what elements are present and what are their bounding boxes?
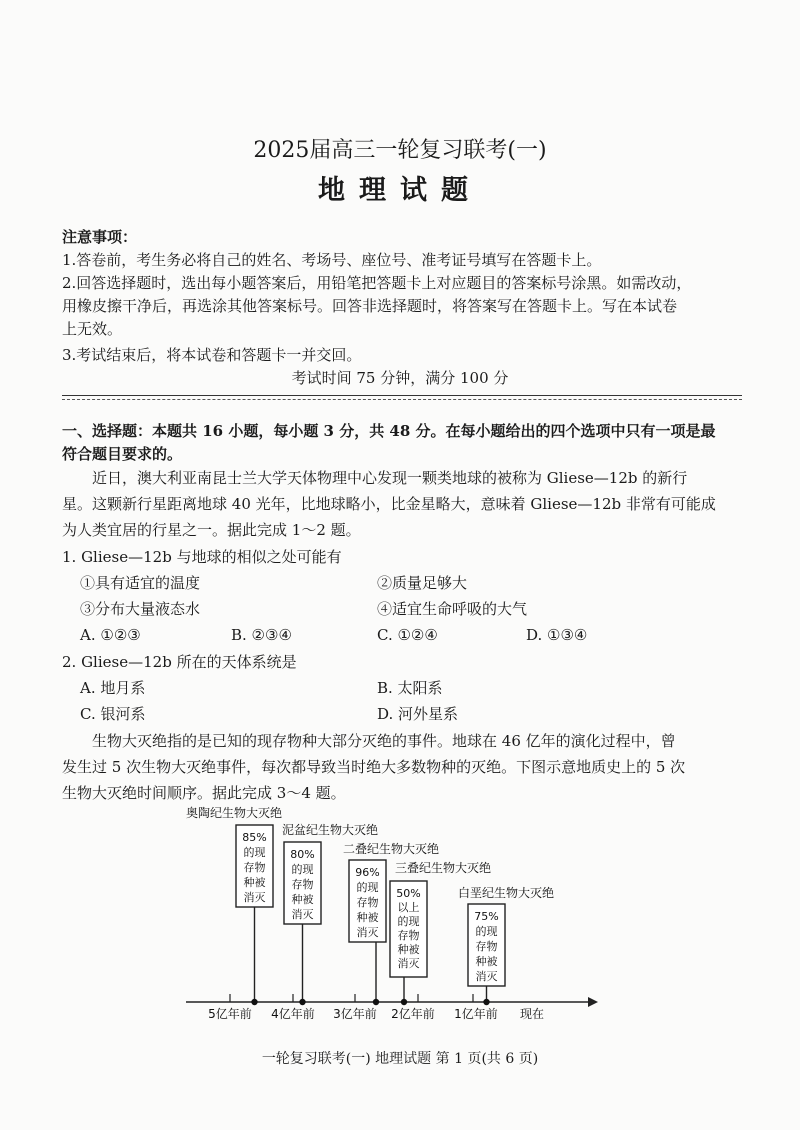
event-point: [251, 999, 257, 1005]
event-box-line: 的现: [397, 915, 420, 928]
event-box-line: 85%: [242, 831, 267, 844]
passage-line: 星。这颗新行星距离地球 40 光年，比地球略小，比金星略大，意味着 Gliese—12b 非常有可能成: [62, 495, 716, 513]
axis-label: 2亿年前: [391, 1007, 435, 1021]
notice-heading: 注意事项：: [62, 228, 138, 246]
event-box-line: 的现: [475, 925, 498, 938]
question-stem: 1. Gliese—12b 与地球的相似之处可能有: [62, 548, 342, 566]
event-name: 泥盆纪生物大灭绝: [282, 823, 379, 837]
event-box-line: 消灭: [397, 957, 420, 970]
notice-item: 3.考试结束后，将本试卷和答题卡一并交回。: [62, 346, 362, 364]
event-box-line: 消灭: [356, 926, 379, 939]
subject-title: 地理试题: [318, 175, 482, 206]
axis-label: 1亿年前: [454, 1007, 498, 1021]
notice-item: 用橡皮擦干净后，再选涂其他答案标号。回答非选择题时，将答案写在答题卡上。写在本试卷: [62, 297, 678, 315]
event-box-line: 消灭: [291, 908, 314, 921]
event-box-line: 96%: [355, 866, 380, 879]
answer-option: D. 河外星系: [377, 705, 459, 723]
notice-item: 2.回答选择题时，选出每小题答案后，用铅笔把答题卡上对应题目的答案标号涂黑。如需改动，: [62, 274, 692, 292]
answer-option: C. ①②④: [377, 626, 438, 644]
event-point: [299, 999, 305, 1005]
event-box-line: 存物: [475, 940, 498, 953]
exam-time: 考试时间 75 分钟，满分 100 分: [291, 369, 509, 387]
passage-line: 生物大灭绝时间顺序。据此完成 3～4 题。: [62, 784, 346, 802]
axis-label: 4亿年前: [271, 1007, 315, 1021]
event-box-line: 种被: [475, 955, 498, 968]
event-name: 二叠纪生物大灭绝: [343, 842, 440, 856]
passage-line: 生物大灭绝指的是已知的现存物种大部分灭绝的事件。地球在 46 亿年的演化过程中，曾: [92, 732, 676, 750]
event-box-line: 80%: [290, 848, 315, 861]
event-box-line: 存物: [291, 878, 314, 891]
event-box-line: 的现: [356, 881, 379, 894]
statement: ④适宜生命呼吸的大气: [377, 600, 528, 618]
section-heading: 符合题目要求的。: [62, 445, 183, 463]
answer-option: A. ①②③: [80, 626, 141, 644]
passage-line: 近日，澳大利亚南昆士兰大学天体物理中心发现一颗类地球的被称为 Gliese—12b 的新行: [92, 469, 688, 487]
section-heading: 一、选择题：本题共 16 小题，每小题 3 分，共 48 分。在每小题给出的四个选项中只有一项是最: [62, 422, 716, 440]
event-point: [373, 999, 379, 1005]
event-name: 奥陶纪生物大灭绝: [186, 806, 283, 820]
answer-option: B. 太阳系: [377, 679, 443, 697]
answer-option: C. 银河系: [80, 705, 146, 723]
passage-line: 为人类宜居的行星之一。据此完成 1～2 题。: [62, 521, 361, 539]
event-box-line: 存物: [243, 861, 266, 874]
axis-label: 5亿年前: [208, 1007, 252, 1021]
event-box-line: 75%: [474, 910, 499, 923]
event-box-line: 的现: [291, 863, 314, 876]
event-box-line: 种被: [397, 943, 420, 956]
event-box-line: 以上: [397, 901, 420, 914]
event-point: [401, 999, 407, 1005]
notice-item: 1.答卷前，考生务必将自己的姓名、考场号、座位号、准考证号填写在答题卡上。: [62, 251, 602, 269]
question-stem: 2. Gliese—12b 所在的天体系统是: [62, 653, 297, 671]
statement: ①具有适宜的温度: [80, 574, 201, 592]
passage-line: 发生过 5 次生物大灭绝事件，每次都导致当时绝大多数物种的灭绝。下图示意地质史上的 5 次: [62, 758, 686, 776]
exam-title: 2025届高三一轮复习联考(一): [253, 138, 547, 163]
answer-option: A. 地月系: [80, 679, 146, 697]
event-name: 三叠纪生物大灭绝: [395, 861, 492, 875]
event-point: [483, 999, 489, 1005]
axis-label: 3亿年前: [333, 1007, 377, 1021]
event-box-line: 种被: [291, 893, 314, 906]
notice-item: 上无效。: [62, 320, 123, 338]
event-box-line: 的现: [243, 846, 266, 859]
event-box-line: 存物: [356, 896, 379, 909]
event-name: 白垩纪生物大灭绝: [458, 886, 555, 900]
event-box-line: 种被: [243, 876, 266, 889]
statement: ③分布大量液态水: [80, 600, 201, 618]
answer-option: B. ②③④: [231, 626, 292, 644]
answer-option: D. ①③④: [526, 626, 588, 644]
event-box-line: 消灭: [243, 891, 266, 904]
page-footer: 一轮复习联考(一) 地理试题 第 1 页(共 6 页): [261, 1051, 539, 1067]
event-box-line: 消灭: [475, 970, 498, 983]
event-box-line: 种被: [356, 911, 379, 924]
event-box-line: 存物: [397, 929, 420, 942]
event-box-line: 50%: [396, 887, 421, 900]
axis-arrow: [588, 997, 598, 1007]
axis-label: 现在: [519, 1007, 545, 1021]
statement: ②质量足够大: [377, 574, 468, 592]
